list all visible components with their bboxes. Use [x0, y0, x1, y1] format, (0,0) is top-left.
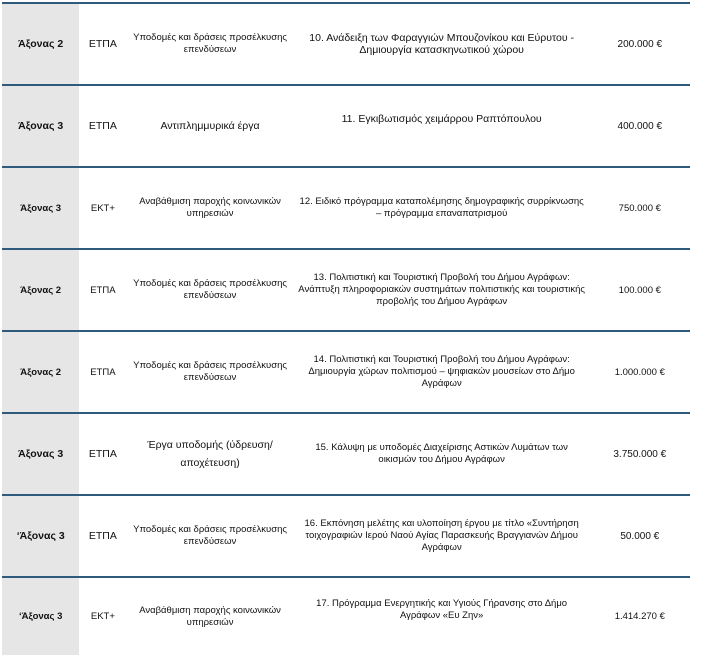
table-row: [2, 577, 690, 655]
axis-cell: Άξονας 3: [2, 167, 79, 249]
project-cell: 15. Κάλυψη με υποδομές Διαχείρισης Αστικών Λυμάτων των οικισμών του Δήμου Αγράφων: [294, 413, 590, 495]
axis-cell: Άξονας 2: [2, 3, 79, 85]
budget-cell: 400.000 €: [590, 85, 690, 167]
axis-cell: Άξονας 2: [2, 331, 79, 413]
budget-cell: 50.000 €: [590, 495, 690, 577]
axis-cell: Άξονας 3: [2, 85, 79, 167]
category-cell: Αναβάθμιση παροχής κοινωνικών υπηρεσιών: [139, 604, 281, 628]
table-row: [2, 3, 690, 85]
project-cell: 16. Εκπόνηση μελέτης και υλοποίηση έργου με τίτλο «Συντήρηση τοιχογραφιών Ιερού Ναού Αγίας Παρασκευής Βραγγιανών Δήμου Αγράφων: [294, 495, 590, 577]
budget-cell: 750.000 €: [590, 167, 690, 249]
budget-cell: 3.750.000 €: [590, 413, 690, 495]
table-row: [2, 495, 690, 577]
category-cell: Υποδομές και δράσεις προσέλκυσης επενδύσεων: [126, 249, 293, 331]
table-row: [2, 85, 690, 167]
project-cell: 12. Ειδικό πρόγραμμα καταπολέμησης δημογραφικής συρρίκνωσης – πρόγραμμα επαναπατρισμού: [294, 167, 590, 249]
fund-cell: ΕΚΤ+: [90, 611, 115, 622]
project-cell: 14. Πολιτιστική και Τουριστική Προβολή του Δήμου Αγράφων: Δημιουργία χώρων πολιτισμού – ψηφιακών μουσείων στο Δήμο Αγράφων: [294, 331, 590, 413]
budget-cell: 1.414.270 €: [614, 611, 665, 622]
fund-cell: ΕΤΠΑ: [79, 249, 126, 331]
category-cell: Έργα υποδομής (ύδρευση/αποχέτευση): [126, 413, 293, 495]
projects-table: [2, 2, 690, 655]
project-cell: 17. Πρόγραμμα Ενεργητικής και Υγιούς Γήρανσης στο Δήμο Αγράφων «Ευ Ζην»: [316, 597, 568, 621]
table-row: [2, 249, 690, 331]
fund-cell: ΕΤΠΑ: [79, 3, 126, 85]
budget-cell: 200.000 €: [590, 3, 690, 85]
budget-cell: 1.000.000 €: [590, 331, 690, 413]
project-cell: 11. Εγκιβωτισμός χειμάρρου Ραπτόπουλου: [294, 85, 590, 167]
axis-cell: Άξονας 2: [2, 249, 79, 331]
table-row: [2, 167, 690, 249]
fund-cell: ΕΤΠΑ: [79, 331, 126, 413]
axis-cell: ‘Άξονας 3: [2, 495, 79, 577]
fund-cell: ΕΤΠΑ: [79, 85, 126, 167]
category-cell: Υποδομές και δράσεις προσέλκυσης επενδύσεων: [126, 3, 293, 85]
axis-cell: Άξονας 3: [2, 413, 79, 495]
table-row: [2, 413, 690, 495]
table-row: [2, 331, 690, 413]
category-cell: Υποδομές και δράσεις προσέλκυσης επενδύσεων: [126, 495, 293, 577]
project-cell: 10. Ανάδειξη των Φαραγγιών Μπουζονίκου και Εύρυτου - Δημιουργία κατασκηνωτικού χώρου: [294, 3, 590, 85]
fund-cell: ΕΤΠΑ: [79, 495, 126, 577]
budget-cell: 100.000 €: [590, 249, 690, 331]
fund-cell: ΕΚΤ+: [79, 167, 126, 249]
category-cell: Αναβάθμιση παροχής κοινωνικών υπηρεσιών: [126, 167, 293, 249]
project-cell: 13. Πολιτιστική και Τουριστική Προβολή του Δήμου Αγράφων: Ανάπτυξη πληροφοριακών συστημάτων πολιτιστικής και τουριστικής προβολής του Δήμου Αγράφων: [294, 249, 590, 331]
category-cell: Αντιπλημμυρικά έργα: [126, 85, 293, 167]
fund-cell: ΕΤΠΑ: [79, 413, 126, 495]
axis-cell: ‘Άξονας 3: [2, 577, 79, 655]
category-cell: Υποδομές και δράσεις προσέλκυσης επενδύσεων: [126, 331, 293, 413]
